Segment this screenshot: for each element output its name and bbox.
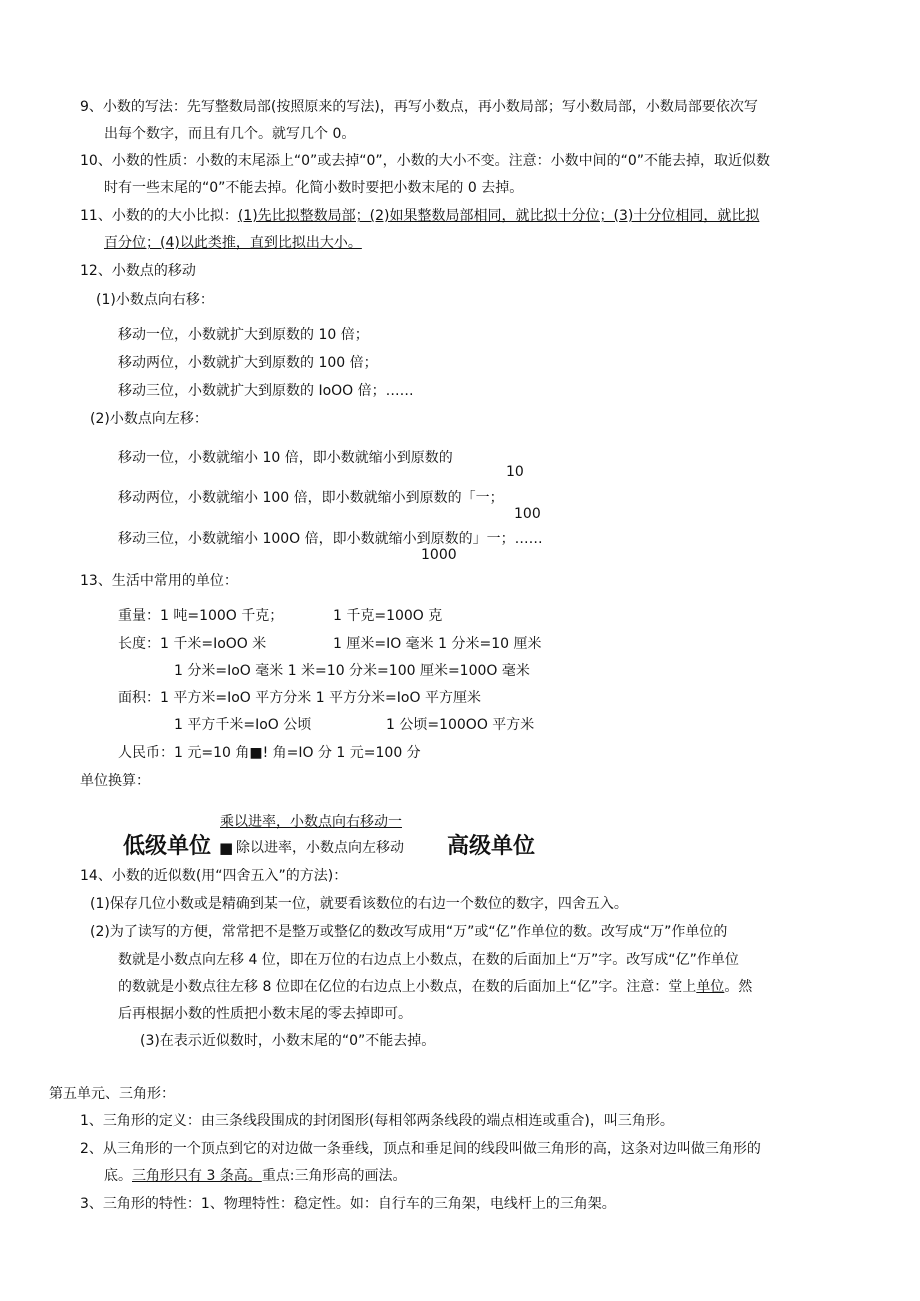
s12-denom-10: 10 xyxy=(506,464,524,480)
s14-p2-3 xyxy=(118,977,752,997)
s14-title: 14、小数的近似数(用“四舍五入”的方法)： xyxy=(80,868,348,884)
unit5-item2-underlined: 三角形只有 3 条高。 xyxy=(132,1168,262,1184)
s12-left-title: (2)小数点向左移： xyxy=(90,411,208,427)
conv-top-label: 乘以进率，小数点向右移动一 xyxy=(220,814,402,830)
s12-denom-1000: 1000 xyxy=(421,547,457,563)
conv-mid-label: 除以进率，小数点向左移动 xyxy=(236,840,404,856)
s11-underlined-1: (1)先比拟整数局部；(2)如果整数局部相同，就比拟十分位；(3)十分位相同，就比拟 xyxy=(237,208,760,224)
s14-p1: (1)保存几位小数或是精确到某一位，就要看该数位的右边一个数位的数字，四舍五入。 xyxy=(90,896,628,912)
s13-area-a: 面积：1 平方米=IoO 平方分米 1 平方分米=IoO 平方厘米 xyxy=(118,690,481,706)
unit5-item1: 1、三角形的定义：由三条线段围成的封闭图形(每相邻两条线段的端点相连或重合)，叫三角形。 xyxy=(80,1113,674,1129)
s13-area-b: 1 平方千米=IoO 公顷 xyxy=(174,717,312,733)
s14-p3: (3)在表示近似数时，小数末尾的“0”不能去掉。 xyxy=(140,1033,436,1049)
s13-weight-a: 重量：1 吨=100O 千克； xyxy=(118,608,284,624)
s14-p2-3b: 。然 xyxy=(724,979,753,995)
s13-length-b: 1 厘米=IO 毫米 1 分米=10 厘米 xyxy=(333,636,542,652)
s13-length-a: 长度：1 千米=IoOO 米 xyxy=(118,636,267,652)
conv-low-unit: 低级单位 xyxy=(123,834,212,859)
s12-right-title: (1)小数点向右移： xyxy=(96,292,214,308)
s13-money: 人民币：1 元=10 角■! 角=IO 分 1 元=100 分 xyxy=(118,745,421,761)
s13-weight-b: 1 千克=100O 克 xyxy=(333,608,443,624)
s12-right-3: 移动三位，小数就扩大到原数的 IoOO 倍；…… xyxy=(118,383,414,399)
unit5-item2-line1: 2、从三角形的一个顶点到它的对边做一条垂线，顶点和垂足间的线段叫做三角形的高，这条对边叫做三角形的 xyxy=(80,1141,761,1157)
unit5-item2-line2 xyxy=(104,1166,407,1186)
s13-conv-title: 单位换算： xyxy=(80,773,150,789)
s13-title: 13、生活中常用的单位： xyxy=(80,573,238,589)
s14-p2-3a: 的数就是小数点往左移 8 位即在亿位的右边点上小数点，在数的后面加上“亿”字。注意：堂上 xyxy=(118,979,697,995)
s11-underlined-2: 百分位；(4)以此类推，直到比拟出大小。 xyxy=(104,235,362,251)
unit5-item2-a: 底。 xyxy=(104,1168,132,1184)
s12-left-1: 移动一位，小数就缩小 10 倍，即小数就缩小到原数的 xyxy=(118,450,453,466)
s12-right-2: 移动两位，小数就扩大到原数的 100 倍； xyxy=(118,355,378,371)
s12-title: 12、小数点的移动 xyxy=(80,263,196,279)
s11-line1 xyxy=(80,206,759,226)
s9-line1: 9、小数的写法：先写整数局部(按照原来的写法)，再写小数点，再小数局部；写小数局部，小数局部要依次写 xyxy=(80,99,758,115)
s13-area-c: 1 公顷=100OO 平方米 xyxy=(386,717,535,733)
unit5-item2-b: 重点:三角形高的画法。 xyxy=(261,1168,407,1184)
s12-left-3: 移动三位，小数就缩小 100O 倍，即小数就缩小到原数的」一；…… xyxy=(118,531,543,547)
conv-high-unit: 高级单位 xyxy=(447,834,536,859)
s9-line2: 出每个数字，而且有几个。就写几个 0。 xyxy=(104,126,356,142)
s12-left-2: 移动两位，小数就缩小 100 倍，即小数就缩小到原数的「一； xyxy=(118,490,504,506)
s12-right-1: 移动一位，小数就扩大到原数的 10 倍； xyxy=(118,327,369,343)
unit5-item3: 3、三角形的特性：1、物理特性：稳定性。如：自行车的三角架，电线杆上的三角架。 xyxy=(80,1196,616,1212)
conv-arrow-mark: ■ xyxy=(219,839,234,857)
unit5-title: 第五单元、三角形： xyxy=(49,1086,175,1102)
s10-line2: 时有一些末尾的“0”不能去掉。化简小数时要把小数末尾的 0 去掉。 xyxy=(104,180,524,196)
s12-denom-100: 100 xyxy=(514,506,541,522)
s14-p2-4: 后再根据小数的性质把小数末尾的零去掉即可。 xyxy=(118,1006,412,1022)
s14-p2-1: (2)为了读写的方便，常常把不是整万或整亿的数改写成用“万”或“亿”作单位的数。改写成“万”作单位的 xyxy=(90,924,728,940)
s14-p2-2: 数就是小数点向左移 4 位，即在万位的右边点上小数点，在数的后面加上“万”字。改写成“亿”作单位 xyxy=(118,952,739,968)
s11-prefix: 11、小数的的大小比拟： xyxy=(80,208,238,224)
s13-length-c: 1 分米=IoO 毫米 1 米=10 分米=100 厘米=100O 毫米 xyxy=(174,663,530,679)
s14-p2-3-underlined: 单位 xyxy=(696,979,725,995)
s10-line1: 10、小数的性质：小数的末尾添上“0”或去掉“0”，小数的大小不变。注意：小数中间的“0”不能去掉，取近似数 xyxy=(80,153,771,169)
